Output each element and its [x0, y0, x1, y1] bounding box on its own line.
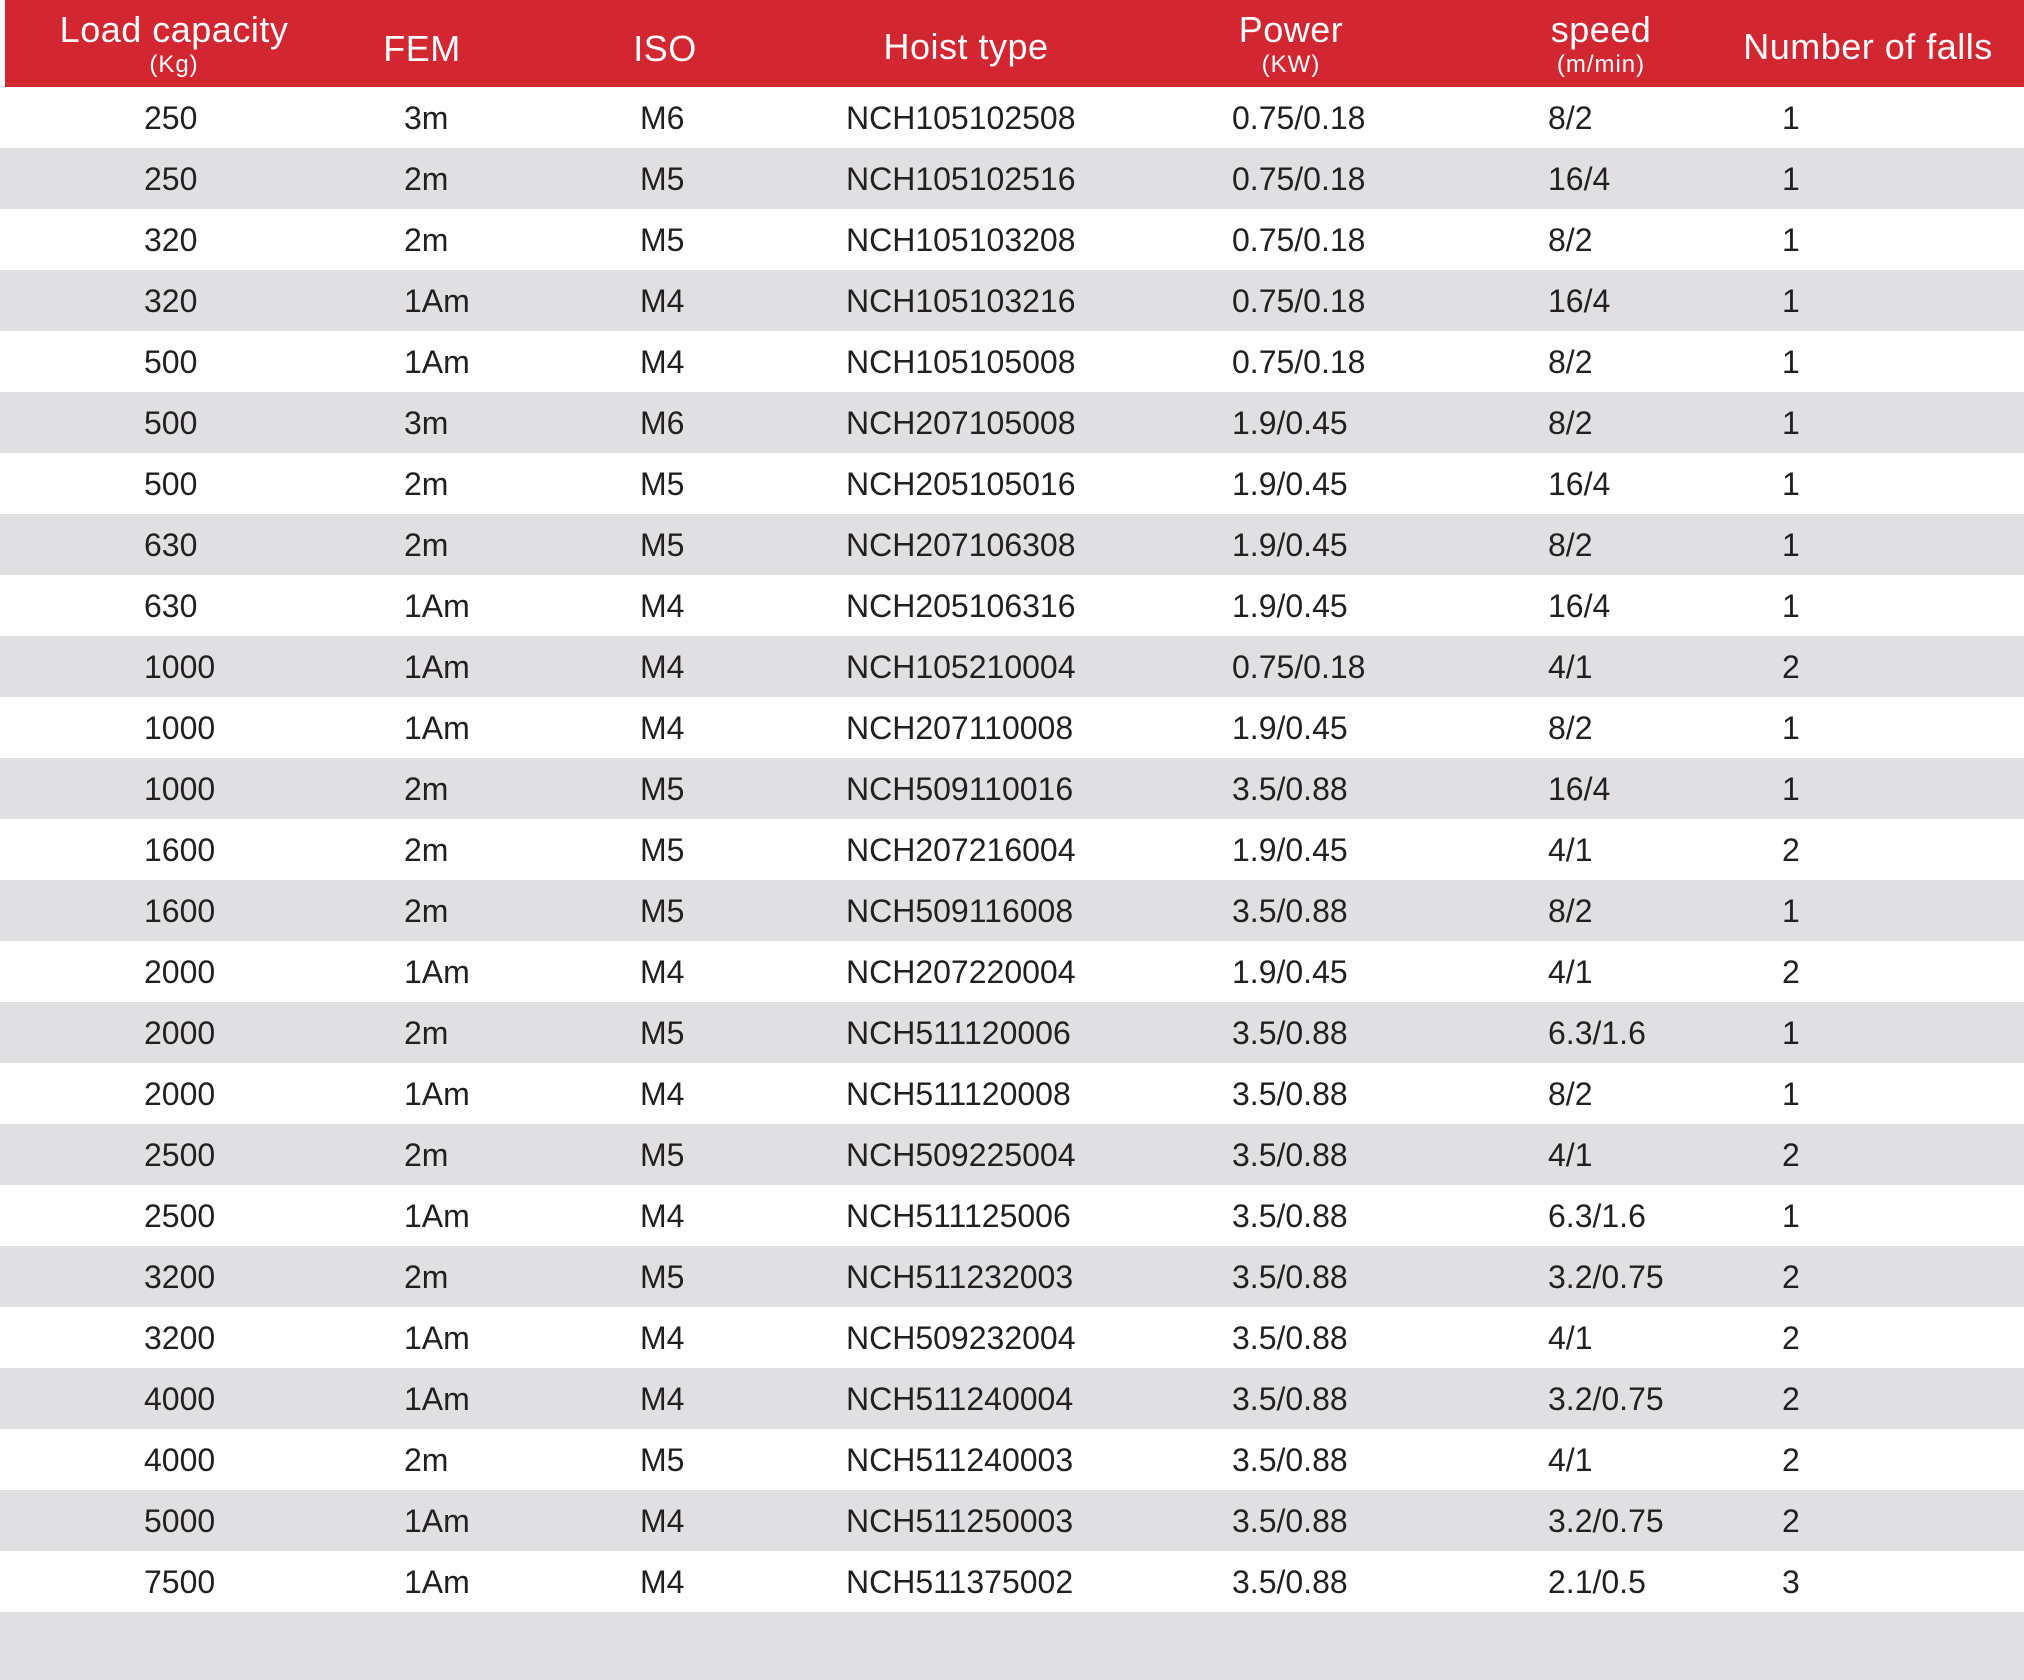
- header-power-label: Power: [1238, 9, 1344, 50]
- header-speed-unit: (m/min): [1556, 51, 1646, 78]
- table-row: [0, 1307, 2024, 1368]
- cell-power: 0.75/0.18: [1232, 283, 1366, 319]
- cell-fem: 2m: [404, 1442, 449, 1478]
- cell-load-capacity: 1000: [144, 710, 216, 746]
- cell-hoist-type: NCH509225004: [846, 1137, 1076, 1173]
- table-row: [0, 148, 2024, 209]
- cell-fem: 1Am: [404, 1381, 470, 1417]
- cell-load-capacity: 500: [144, 344, 198, 380]
- table-row: [0, 1429, 2024, 1490]
- table-row: [0, 880, 2024, 941]
- cell-iso: M5: [640, 161, 685, 197]
- cell-load-capacity: 2500: [144, 1198, 216, 1234]
- cell-iso: M4: [640, 1381, 685, 1417]
- cell-falls: 1: [1782, 710, 1800, 746]
- cell-fem: 2m: [404, 222, 449, 258]
- cell-load-capacity: 2000: [144, 1076, 216, 1112]
- cell-falls: 1: [1782, 1198, 1800, 1234]
- cell-fem: 2m: [404, 527, 449, 563]
- cell-fem: 1Am: [404, 649, 470, 685]
- cell-falls: 1: [1782, 222, 1800, 258]
- cell-hoist-type: NCH105210004: [846, 649, 1076, 685]
- cell-power: 3.5/0.88: [1232, 771, 1348, 807]
- cell-hoist-type: NCH207106308: [846, 527, 1076, 563]
- cell-hoist-type: NCH105103208: [846, 222, 1076, 258]
- table-row: [0, 819, 2024, 880]
- cell-power: 0.75/0.18: [1232, 344, 1366, 380]
- cell-hoist-type: NCH205105016: [846, 466, 1076, 502]
- cell-iso: M5: [640, 1442, 685, 1478]
- cell-iso: M4: [640, 588, 685, 624]
- cell-iso: M5: [640, 1137, 685, 1173]
- cell-load-capacity: 320: [144, 222, 198, 258]
- cell-speed: 16/4: [1548, 161, 1611, 197]
- cell-hoist-type: NCH105102516: [846, 161, 1076, 197]
- cell-load-capacity: 250: [144, 161, 198, 197]
- header-load-capacity-label: Load capacity: [59, 9, 289, 50]
- cell-speed: 8/2: [1548, 893, 1593, 929]
- cell-iso: M4: [640, 649, 685, 685]
- cell-falls: 2: [1782, 1259, 1800, 1295]
- header-fem: [362, 0, 482, 87]
- cell-speed: 3.2/0.75: [1548, 1503, 1664, 1539]
- cell-fem: 3m: [404, 405, 449, 441]
- header-number-of-falls: [1728, 0, 2008, 87]
- cell-falls: 1: [1782, 344, 1800, 380]
- cell-power: 1.9/0.45: [1232, 954, 1348, 990]
- cell-fem: 1Am: [404, 1320, 470, 1356]
- cell-load-capacity: 4000: [144, 1442, 216, 1478]
- header-load-capacity-unit: (Kg): [149, 51, 199, 78]
- cell-speed: 4/1: [1548, 649, 1593, 685]
- cell-fem: 1Am: [404, 710, 470, 746]
- cell-power: 1.9/0.45: [1232, 466, 1348, 502]
- cell-power: 3.5/0.88: [1232, 1442, 1348, 1478]
- cell-speed: 16/4: [1548, 588, 1611, 624]
- cell-hoist-type: NCH207110008: [846, 710, 1074, 746]
- cell-falls: 2: [1782, 832, 1800, 868]
- cell-hoist-type: NCH105103216: [846, 283, 1076, 319]
- cell-falls: 3: [1782, 1564, 1800, 1600]
- cell-fem: 2m: [404, 893, 449, 929]
- cell-falls: 1: [1782, 771, 1800, 807]
- cell-falls: 1: [1782, 466, 1800, 502]
- cell-hoist-type: NCH207220004: [846, 954, 1076, 990]
- cell-hoist-type: NCH105102508: [846, 100, 1076, 136]
- cell-hoist-type: NCH511232003: [846, 1259, 1074, 1295]
- header-speed: [1496, 0, 1706, 87]
- header-iso: [605, 0, 725, 87]
- cell-fem: 2m: [404, 1259, 449, 1295]
- cell-power: 3.5/0.88: [1232, 1259, 1348, 1295]
- cell-fem: 1Am: [404, 283, 470, 319]
- header-fem-label: FEM: [383, 28, 461, 69]
- cell-hoist-type: NCH511240003: [846, 1442, 1074, 1478]
- cell-fem: 2m: [404, 161, 449, 197]
- cell-falls: 2: [1782, 1442, 1800, 1478]
- table-row: [0, 1185, 2024, 1246]
- cell-iso: M4: [640, 710, 685, 746]
- cell-load-capacity: 4000: [144, 1381, 216, 1417]
- cell-power: 0.75/0.18: [1232, 649, 1366, 685]
- cell-power: 1.9/0.45: [1232, 527, 1348, 563]
- table-row: [0, 453, 2024, 514]
- table-row: [0, 392, 2024, 453]
- cell-iso: M5: [640, 222, 685, 258]
- cell-load-capacity: 1000: [144, 649, 216, 685]
- table-row: [0, 1490, 2024, 1551]
- cell-power: 3.5/0.88: [1232, 1320, 1348, 1356]
- table-row: [0, 209, 2024, 270]
- cell-load-capacity: 320: [144, 283, 198, 319]
- cell-hoist-type: NCH205106316: [846, 588, 1076, 624]
- cell-load-capacity: 1000: [144, 771, 216, 807]
- cell-hoist-type: NCH511120006: [846, 1015, 1071, 1051]
- cell-load-capacity: 2000: [144, 954, 216, 990]
- cell-load-capacity: 1600: [144, 893, 216, 929]
- cell-iso: M5: [640, 893, 685, 929]
- cell-iso: M6: [640, 100, 685, 136]
- cell-falls: 1: [1782, 1015, 1800, 1051]
- cell-load-capacity: 500: [144, 405, 198, 441]
- cell-load-capacity: 3200: [144, 1320, 216, 1356]
- cell-speed: 8/2: [1548, 405, 1593, 441]
- cell-iso: M5: [640, 527, 685, 563]
- header-iso-label: ISO: [633, 28, 697, 69]
- header-speed-label: speed: [1550, 9, 1652, 50]
- cell-iso: M5: [640, 771, 685, 807]
- cell-speed: 16/4: [1548, 771, 1611, 807]
- header-hoist-type-label: Hoist type: [883, 26, 1049, 67]
- cell-power: 0.75/0.18: [1232, 222, 1366, 258]
- cell-fem: 2m: [404, 1137, 449, 1173]
- cell-speed: 8/2: [1548, 1076, 1593, 1112]
- header-power-unit: (KW): [1261, 51, 1321, 78]
- cell-power: 3.5/0.88: [1232, 1381, 1348, 1417]
- cell-speed: 8/2: [1548, 344, 1593, 380]
- cell-falls: 2: [1782, 649, 1800, 685]
- cell-hoist-type: NCH511120008: [846, 1076, 1071, 1112]
- cell-fem: 1Am: [404, 954, 470, 990]
- cell-load-capacity: 500: [144, 466, 198, 502]
- cell-hoist-type: NCH511250003: [846, 1503, 1074, 1539]
- cell-iso: M4: [640, 1564, 685, 1600]
- cell-power: 3.5/0.88: [1232, 1198, 1348, 1234]
- header-falls-label: Number of falls: [1743, 26, 1993, 67]
- table-row: [0, 1368, 2024, 1429]
- cell-speed: 8/2: [1548, 100, 1593, 136]
- table-row: [0, 87, 2024, 148]
- cell-falls: 2: [1782, 1137, 1800, 1173]
- cell-load-capacity: 630: [144, 588, 198, 624]
- cell-hoist-type: NCH511375002: [846, 1564, 1074, 1600]
- cell-falls: 1: [1782, 405, 1800, 441]
- cell-iso: M4: [640, 954, 685, 990]
- cell-power: 3.5/0.88: [1232, 1564, 1348, 1600]
- cell-power: 1.9/0.45: [1232, 710, 1348, 746]
- cell-hoist-type: NCH207216004: [846, 832, 1076, 868]
- cell-hoist-type: NCH511125006: [846, 1198, 1071, 1234]
- cell-hoist-type: NCH511240004: [846, 1381, 1074, 1417]
- cell-fem: 1Am: [404, 344, 470, 380]
- cell-speed: 4/1: [1548, 954, 1593, 990]
- cell-falls: 2: [1782, 1320, 1800, 1356]
- cell-power: 3.5/0.88: [1232, 1503, 1348, 1539]
- cell-speed: 16/4: [1548, 466, 1611, 502]
- cell-speed: 16/4: [1548, 283, 1611, 319]
- table-row: [0, 1124, 2024, 1185]
- cell-load-capacity: 250: [144, 100, 198, 136]
- table-row: [0, 758, 2024, 819]
- table-row: [0, 636, 2024, 697]
- cell-speed: 4/1: [1548, 832, 1593, 868]
- cell-power: 1.9/0.45: [1232, 588, 1348, 624]
- cell-speed: 2.1/0.5: [1548, 1564, 1646, 1600]
- cell-speed: 8/2: [1548, 222, 1593, 258]
- cell-power: 3.5/0.88: [1232, 1137, 1348, 1173]
- cell-power: 3.5/0.88: [1232, 893, 1348, 929]
- cell-falls: 1: [1782, 283, 1800, 319]
- cell-speed: 6.3/1.6: [1548, 1015, 1646, 1051]
- cell-iso: M5: [640, 1259, 685, 1295]
- cell-iso: M5: [640, 832, 685, 868]
- cell-falls: 1: [1782, 100, 1800, 136]
- cell-load-capacity: 1600: [144, 832, 216, 868]
- cell-fem: 1Am: [404, 1076, 470, 1112]
- cell-fem: 1Am: [404, 588, 470, 624]
- table-footer-stripe: [0, 1612, 2024, 1680]
- cell-load-capacity: 2000: [144, 1015, 216, 1051]
- cell-speed: 3.2/0.75: [1548, 1381, 1664, 1417]
- cell-power: 1.9/0.45: [1232, 832, 1348, 868]
- cell-speed: 4/1: [1548, 1320, 1593, 1356]
- cell-fem: 3m: [404, 100, 449, 136]
- cell-iso: M4: [640, 1076, 685, 1112]
- table-row: [0, 1063, 2024, 1124]
- table-row: [0, 1551, 2024, 1612]
- cell-falls: 1: [1782, 588, 1800, 624]
- header-power: [1196, 0, 1386, 87]
- cell-power: 3.5/0.88: [1232, 1076, 1348, 1112]
- cell-fem: 2m: [404, 466, 449, 502]
- cell-fem: 1Am: [404, 1503, 470, 1539]
- cell-speed: 4/1: [1548, 1137, 1593, 1173]
- cell-iso: M5: [640, 1015, 685, 1051]
- table-row: [0, 575, 2024, 636]
- cell-falls: 2: [1782, 1503, 1800, 1539]
- cell-hoist-type: NCH509116008: [846, 893, 1074, 929]
- cell-power: 0.75/0.18: [1232, 100, 1366, 136]
- cell-falls: 2: [1782, 1381, 1800, 1417]
- cell-power: 1.9/0.45: [1232, 405, 1348, 441]
- cell-power: 3.5/0.88: [1232, 1015, 1348, 1051]
- cell-load-capacity: 7500: [144, 1564, 216, 1600]
- cell-fem: 2m: [404, 832, 449, 868]
- cell-iso: M5: [640, 466, 685, 502]
- cell-falls: 1: [1782, 1076, 1800, 1112]
- cell-speed: 3.2/0.75: [1548, 1259, 1664, 1295]
- table-row: [0, 1002, 2024, 1063]
- cell-speed: 6.3/1.6: [1548, 1198, 1646, 1234]
- table-row: [0, 941, 2024, 1002]
- cell-load-capacity: 5000: [144, 1503, 216, 1539]
- cell-power: 0.75/0.18: [1232, 161, 1366, 197]
- cell-iso: M4: [640, 1198, 685, 1234]
- cell-iso: M4: [640, 283, 685, 319]
- table-row: [0, 270, 2024, 331]
- cell-speed: 4/1: [1548, 1442, 1593, 1478]
- cell-fem: 1Am: [404, 1198, 470, 1234]
- table-row: [0, 331, 2024, 392]
- cell-load-capacity: 3200: [144, 1259, 216, 1295]
- cell-falls: 1: [1782, 893, 1800, 929]
- cell-speed: 8/2: [1548, 527, 1593, 563]
- cell-hoist-type: NCH105105008: [846, 344, 1076, 380]
- cell-load-capacity: 630: [144, 527, 198, 563]
- header-hoist-type: [846, 0, 1086, 87]
- table-row: [0, 697, 2024, 758]
- cell-hoist-type: NCH207105008: [846, 405, 1076, 441]
- cell-iso: M4: [640, 1503, 685, 1539]
- cell-load-capacity: 2500: [144, 1137, 216, 1173]
- table-row: [0, 1246, 2024, 1307]
- cell-iso: M4: [640, 1320, 685, 1356]
- cell-iso: M6: [640, 405, 685, 441]
- table-row: [0, 514, 2024, 575]
- cell-falls: 1: [1782, 161, 1800, 197]
- cell-iso: M4: [640, 344, 685, 380]
- cell-hoist-type: NCH509232004: [846, 1320, 1076, 1356]
- cell-falls: 2: [1782, 954, 1800, 990]
- header-load-capacity: [46, 0, 302, 87]
- cell-fem: 2m: [404, 1015, 449, 1051]
- cell-fem: 2m: [404, 771, 449, 807]
- cell-hoist-type: NCH509110016: [846, 771, 1074, 807]
- cell-fem: 1Am: [404, 1564, 470, 1600]
- cell-speed: 8/2: [1548, 710, 1593, 746]
- cell-falls: 1: [1782, 527, 1800, 563]
